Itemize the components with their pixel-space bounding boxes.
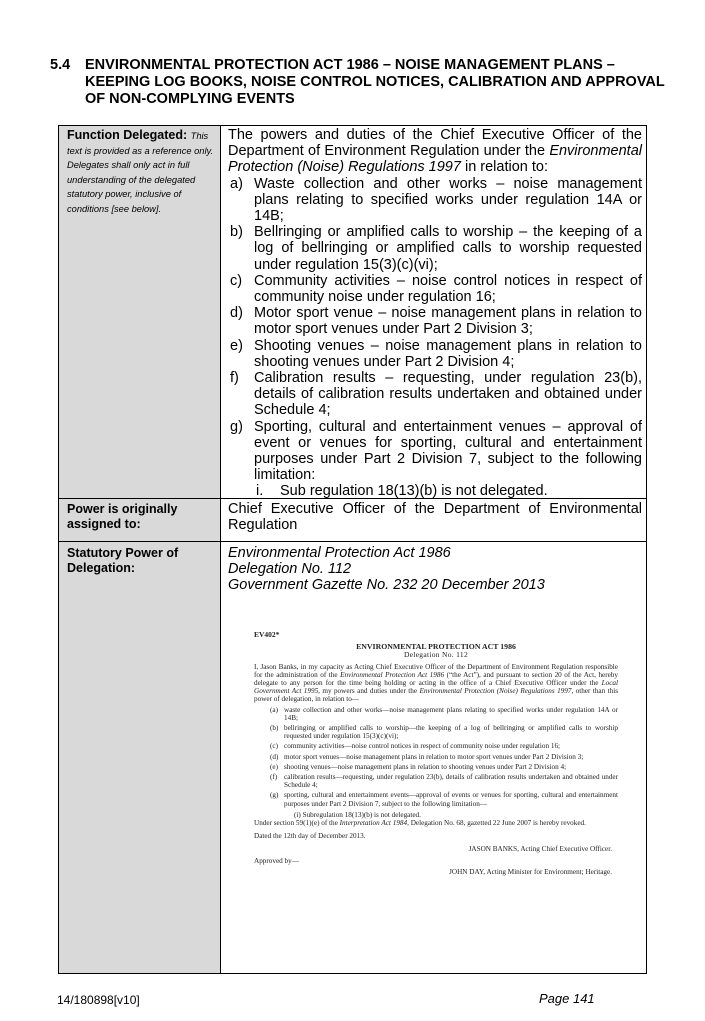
gazette-item: (d) motor sport venues—noise management plans in relation to motor sport venues under Part 2 Division 3;: [270, 752, 584, 761]
statutory-delegation: Delegation No. 112: [228, 561, 352, 578]
list-item: e) Shooting venues – noise management plans in relation to shooting venues under Part 2 Division 4;: [230, 337, 642, 370]
section-number: 5.4: [50, 57, 71, 73]
power-label-cell: [67, 502, 215, 531]
list-item: f) Calibration results – requesting, under regulation 23(b), details of calibration results undertaken and obtained under Schedule 4;: [230, 370, 642, 419]
function-note: This text is provided as a reference only. Delegates shall only act in full understanding of the delegated statutory power, inclusive of conditions [see below].: [67, 131, 214, 214]
gazette-item: (b) bellringing or amplified calls to worship—the keeping of a log of bellringing or amplified calls to worship requested under regulation 15(3)(c)(vi);: [270, 724, 618, 741]
list-item: b) Bellringing or amplified calls to worship – the keeping of a log of bellringing or amplified calls to worship requested under regulation 15(3)(c)(vi);: [230, 224, 642, 273]
gazette-dated: Dated the 12th day of December 2013.: [254, 832, 366, 841]
list-item: c) Community activities – noise control notices in respect of community noise under regulation 16;: [230, 272, 642, 306]
gazette-title: ENVIRONMENTAL PROTECTION ACT 1986: [356, 642, 516, 652]
gazette-item: (g) sporting, cultural and entertainment events—approval of events or venues for sporting, cultural and entertainment purposes under Part 2 Division 7, subject to the following limitation—: [270, 791, 618, 808]
gazette-item: (c) community activities—noise control notices in respect of community noise under regulation 16;: [270, 742, 561, 751]
gazette-signer-1: JASON BANKS, Acting Chief Executive Officer.: [468, 845, 612, 854]
gazette-image: [254, 631, 618, 876]
statutory-act: Environmental Protection Act 1986: [228, 545, 451, 561]
gazette-delegation-no: Delegation No. 112: [403, 650, 469, 660]
function-label: Function Delegated:: [67, 128, 188, 142]
gazette-intro: I, Jason Banks, in my capacity as Acting Chief Executive Officer of the Department of Environment Regulation responsible for the administration of the Environmental Protection Act 1986 (“the Act”), and pursuant to section 20 of the Act, hereby delegate to any person for the time being holding or acting in the office of a Chief Executive Officer under the Local Government Act 1995, my powers and duties under the Environmental Protection (Noise) Regulations 1997, other than this power of delegation, in relation to—: [254, 662, 618, 704]
delegation-table: [58, 125, 647, 974]
document-reference: 14/180898[v10]: [57, 993, 140, 1007]
function-list: [228, 176, 642, 500]
statutory-label: Statutory Power of Delegation:: [67, 546, 179, 575]
gazette-signer-2: JOHN DAY, Acting Minister for Environment; Heritage.: [449, 867, 612, 876]
section-title: ENVIRONMENTAL PROTECTION ACT 1986 – NOISE MANAGEMENT PLANS – KEEPING LOG BOOKS, NOISE CONTROL NOTICES, CALIBRATION AND APPROVAL OF NON-COMPLYING EVENTS: [85, 57, 665, 107]
power-label: Power is originally assigned to:: [67, 502, 178, 531]
section-heading: [50, 57, 670, 108]
statutory-value-cell: [228, 545, 642, 594]
function-value-cell: [228, 127, 642, 500]
gazette-code: EV402*: [254, 630, 280, 639]
gazette-approved: Approved by—: [254, 856, 299, 865]
gazette-sub-item: (i) Subregulation 18(13)(b) is not delegated.: [294, 810, 421, 819]
function-label-cell: [67, 128, 215, 215]
list-item: g) Sporting, cultural and entertainment venues – approval of event or venues for sporting, cultural and entertainment purposes under Part 2 Division 7, subject to the following limitation: i. Sub regulation 18(13)(b) is not delegated.: [230, 418, 642, 500]
gazette-item: (f) calibration results—requesting, under regulation 23(b), details of calibration results undertaken and obtained under Schedule 4;: [270, 773, 618, 790]
function-intro: The powers and duties of the Chief Executive Officer of the Department of Environment Regulation under the Environmental Protection (Noise) Regulations 1997 in relation to:: [228, 127, 642, 176]
list-item: a) Waste collection and other works – noise management plans relating to specified works under regulation 14A or 14B;: [230, 175, 642, 225]
statutory-gazette: Government Gazette No. 232 20 December 2013: [228, 577, 545, 594]
statutory-label-cell: [67, 546, 215, 575]
gazette-item: (e) shooting venues—noise management plans in relation to shooting venues under Part 2 Division 4;: [270, 762, 567, 771]
power-value: Chief Executive Officer of the Department of Environmental Regulation: [228, 501, 642, 534]
list-item: d) Motor sport venue – noise management plans in relation to motor sport venues under Part 2 Division 3;: [230, 305, 642, 338]
page-number: Page 141: [539, 991, 595, 1006]
gazette-item: (a) waste collection and other works—noise management plans relating to specified works under regulation 14A or 14B;: [270, 705, 618, 722]
sub-list-item: i. Sub regulation 18(13)(b) is not delegated.: [256, 483, 548, 500]
gazette-revocation: Under section 59(1)(e) of the Interpretation Act 1984, Delegation No. 68, gazetted 22 June 2007 is hereby revoked.: [254, 819, 586, 828]
row-divider: [59, 541, 646, 542]
